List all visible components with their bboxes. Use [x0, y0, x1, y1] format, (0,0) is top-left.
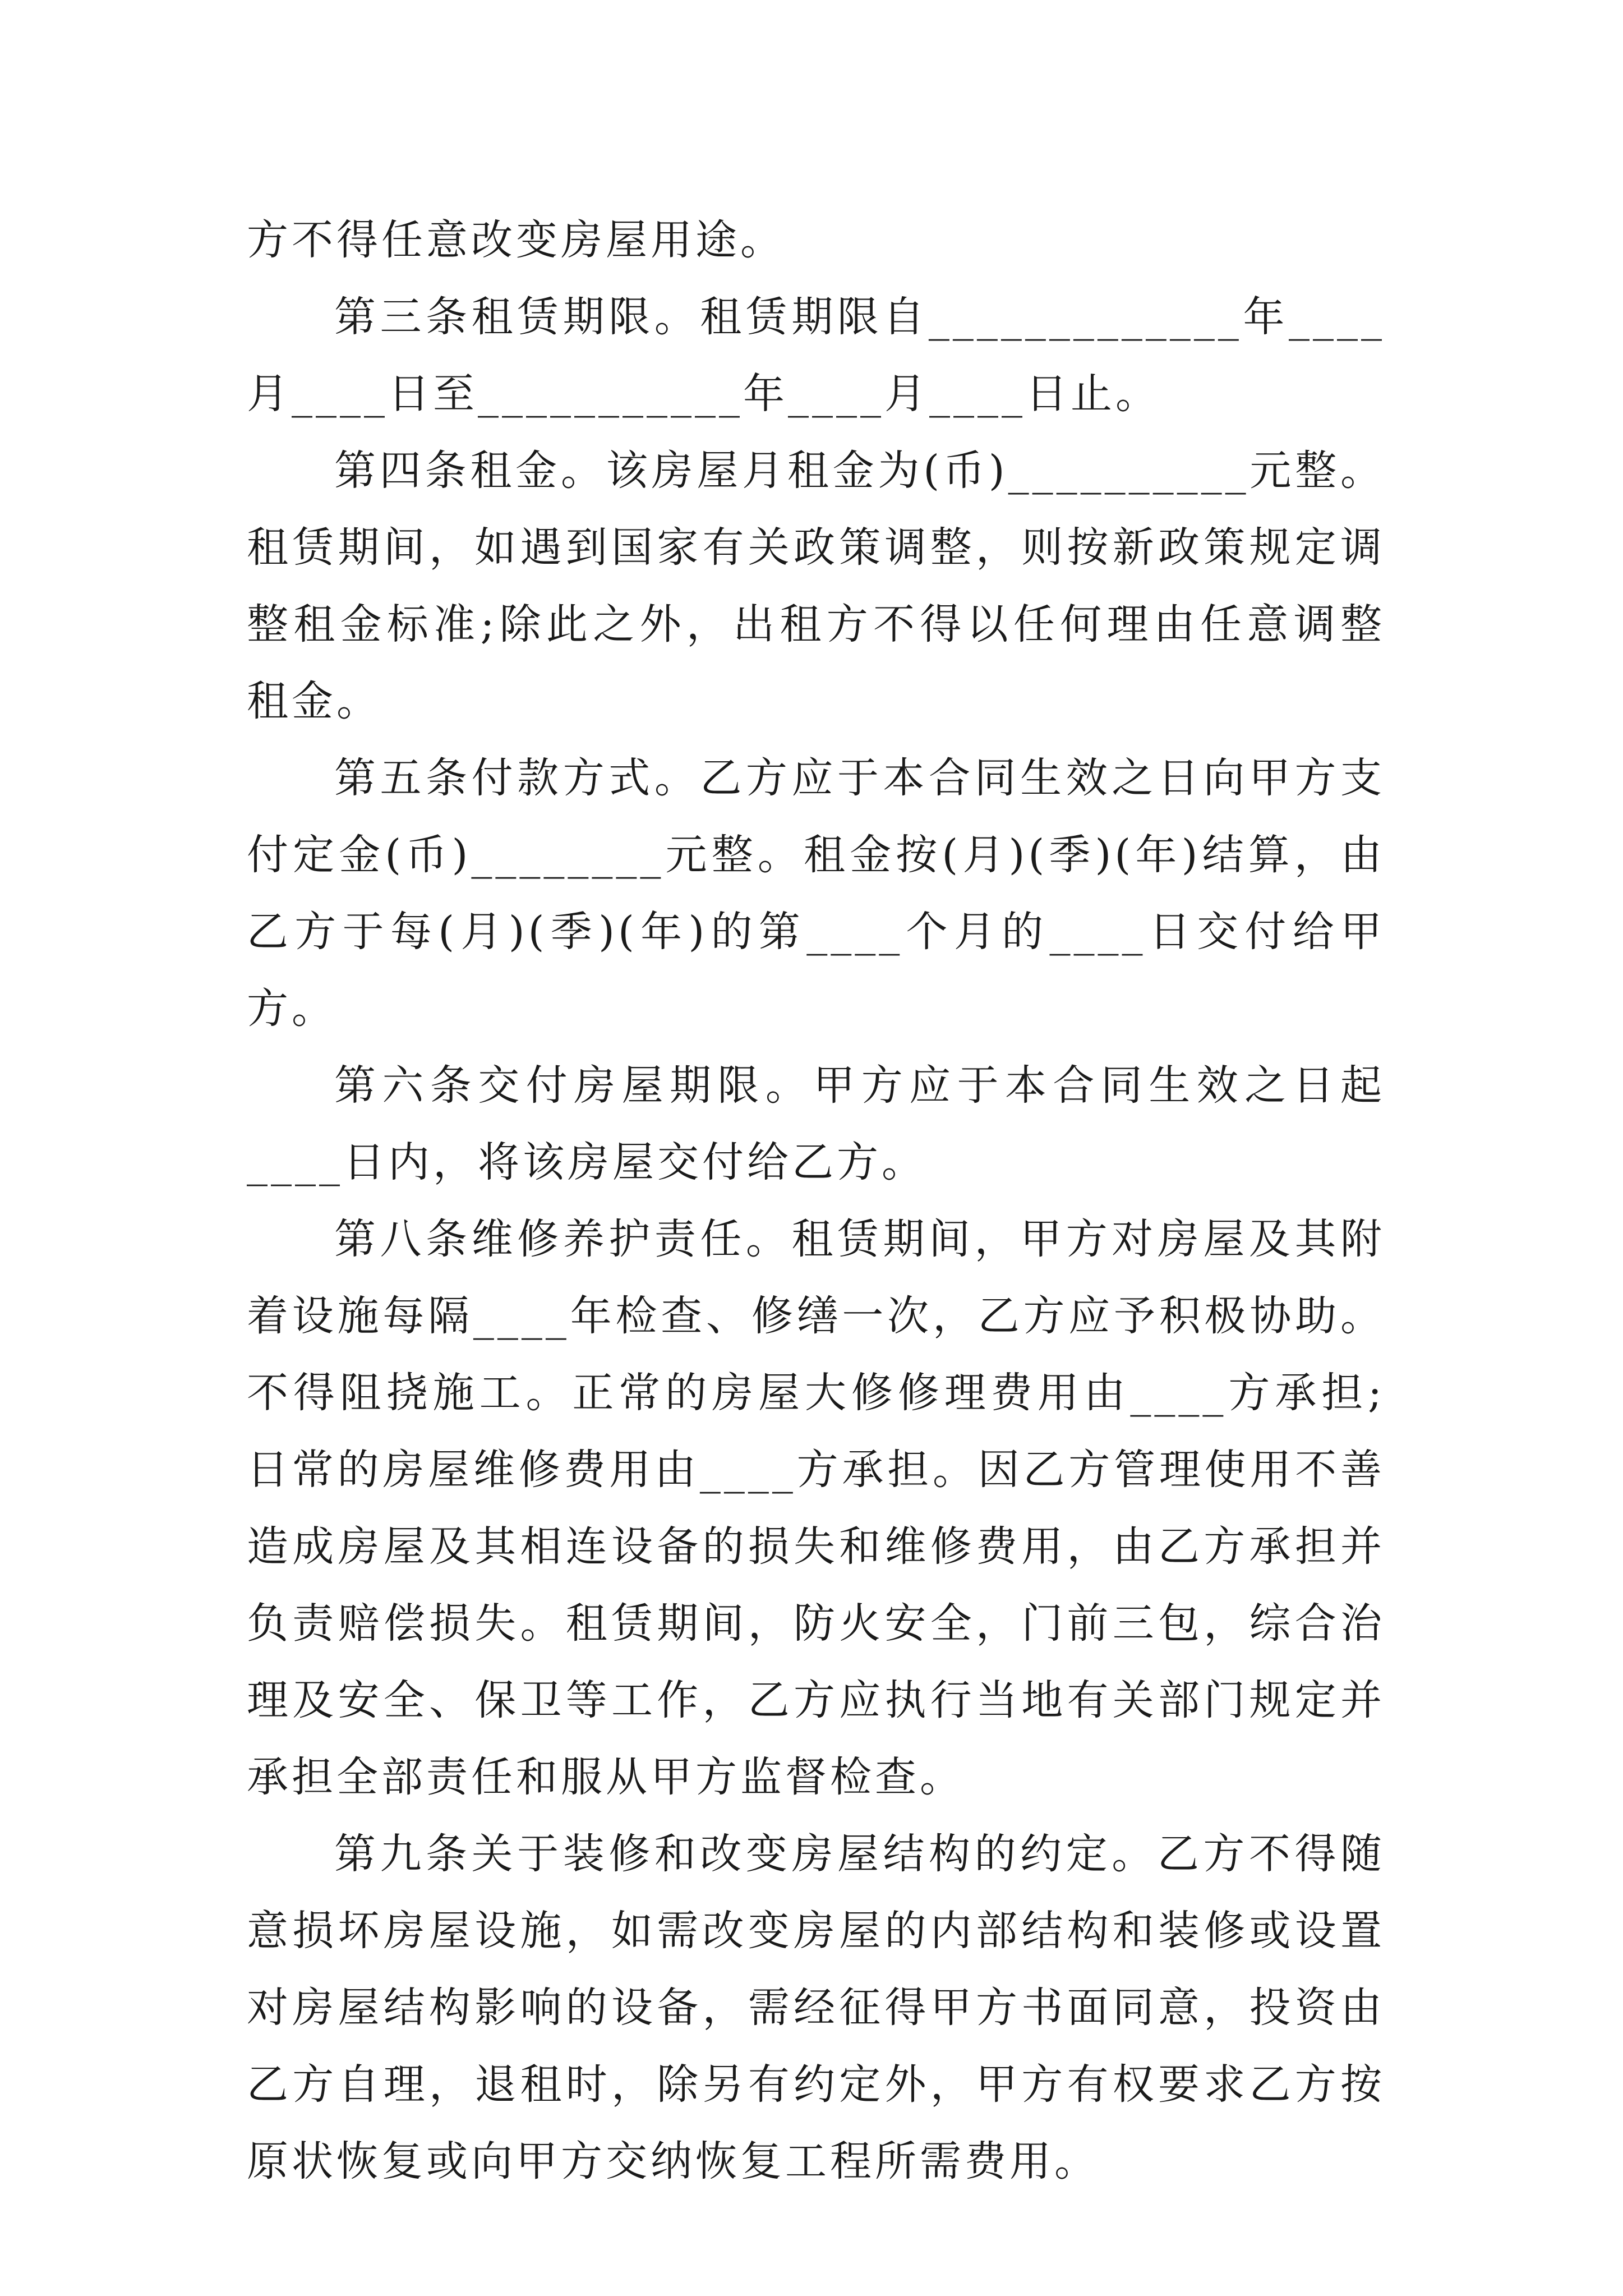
document-body [247, 202, 1385, 2200]
paragraph-article-3-lease-term: 第三条租赁期限。租赁期限自_____________年____月____日至___________年____月____日止。 [247, 293, 1385, 418]
paragraph-article-9-renovation: 第九条关于装修和改变房屋结构的约定。乙方不得随意损坏房屋设施，如需改变房屋的内部结构和装修或设置对房屋结构影响的设备，需经征得甲方书面同意，投资由乙方自理，退租时，除另有约定外，甲方有权要求乙方按原状恢复或向甲方交纳恢复工程所需费用。 [247, 1830, 1385, 2185]
paragraph-article-8-maintenance: 第八条维修养护责任。租赁期间，甲方对房屋及其附着设施每隔____年检查、修缮一次，乙方应予积极协助。不得阻挠施工。正常的房屋大修修理费用由____方承担;日常的房屋维修费用由____方承担。因乙方管理使用不善造成房屋及其相连设备的损失和维修费用，由乙方承担并负责赔偿损失。租赁期间，防火安全，门前三包，综合治理及安全、保卫等工作，乙方应执行当地有关部门规定并承担全部责任和服从甲方监督检查。 [247, 1215, 1385, 1801]
paragraph-article-5-payment: 第五条付款方式。乙方应于本合同生效之日向甲方支付定金(币)________元整。租金按(月)(季)(年)结算，由乙方于每(月)(季)(年)的第____个月的____日交付给甲方。 [247, 754, 1385, 1033]
paragraph-article-6-delivery: 第六条交付房屋期限。甲方应于本合同生效之日起____日内，将该房屋交付给乙方。 [247, 1061, 1385, 1186]
paragraph-continuation: 方不得任意改变房屋用途。 [247, 216, 785, 264]
paragraph-article-4-rent: 第四条租金。该房屋月租金为(币)__________元整。租赁期间，如遇到国家有关政策调整，则按新政策规定调整租金标准;除此之外，出租方不得以任何理由任意调整租金。 [247, 447, 1385, 725]
